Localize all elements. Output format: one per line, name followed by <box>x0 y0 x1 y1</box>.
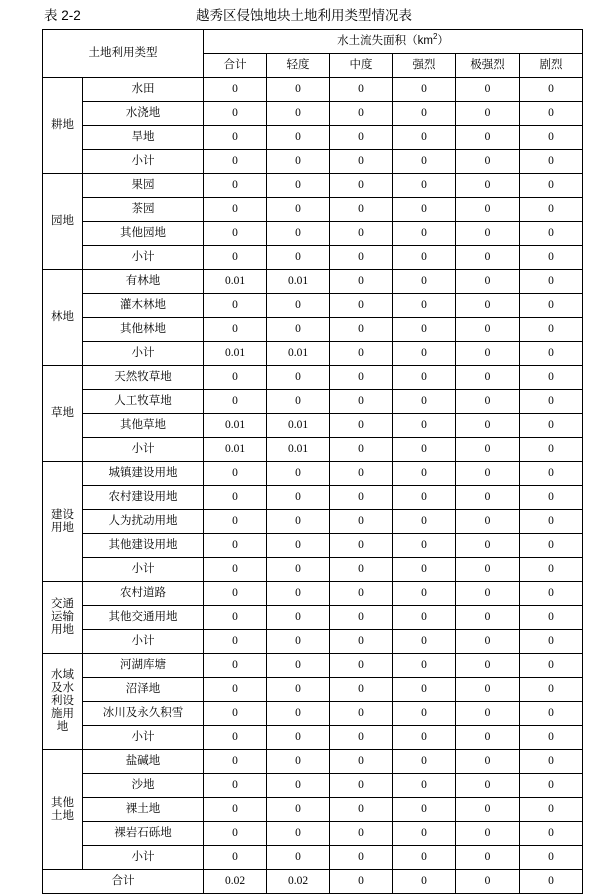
data-cell: 0 <box>520 126 583 150</box>
data-cell: 0 <box>456 774 520 798</box>
data-cell: 0 <box>393 702 456 726</box>
data-cell: 0 <box>330 678 393 702</box>
data-cell: 0 <box>456 342 520 366</box>
subcategory-label-cell: 水田 <box>83 78 204 102</box>
data-cell: 0 <box>393 678 456 702</box>
data-cell: 0 <box>393 78 456 102</box>
subcategory-label-cell: 其他林地 <box>83 318 204 342</box>
data-cell: 0 <box>520 222 583 246</box>
data-cell: 0.01 <box>267 438 330 462</box>
group-label-cell: 草地 <box>43 366 83 462</box>
data-cell: 0 <box>520 438 583 462</box>
data-cell: 0 <box>267 534 330 558</box>
data-cell: 0 <box>456 414 520 438</box>
data-cell: 0 <box>393 822 456 846</box>
group-label-cell: 林地 <box>43 270 83 366</box>
data-cell: 0 <box>393 366 456 390</box>
data-cell: 0 <box>393 798 456 822</box>
data-cell: 0 <box>204 510 267 534</box>
data-cell: 0 <box>520 774 583 798</box>
data-cell: 0 <box>393 534 456 558</box>
data-cell: 0 <box>393 294 456 318</box>
data-cell: 0 <box>330 846 393 870</box>
data-cell: 0 <box>267 198 330 222</box>
total-data-cell: 0 <box>330 870 393 894</box>
data-cell: 0 <box>520 366 583 390</box>
data-cell: 0 <box>393 750 456 774</box>
data-cell: 0 <box>456 702 520 726</box>
data-cell: 0 <box>267 150 330 174</box>
subcategory-label-cell: 裸岩石砾地 <box>83 822 204 846</box>
data-cell: 0 <box>267 558 330 582</box>
table-body <box>43 78 583 894</box>
group-label-cell: 耕地 <box>43 78 83 174</box>
header-col-moderate: 中度 <box>330 54 393 78</box>
data-cell: 0 <box>330 78 393 102</box>
data-cell: 0 <box>456 750 520 774</box>
data-cell: 0 <box>330 510 393 534</box>
data-cell: 0 <box>267 726 330 750</box>
data-cell: 0 <box>330 246 393 270</box>
data-cell: 0 <box>393 414 456 438</box>
table-row <box>43 294 583 318</box>
table-row <box>43 702 583 726</box>
subcategory-label-cell: 小计 <box>83 630 204 654</box>
data-cell: 0 <box>204 606 267 630</box>
data-cell: 0 <box>330 150 393 174</box>
subcategory-label-cell: 灌木林地 <box>83 294 204 318</box>
data-cell: 0 <box>456 102 520 126</box>
table-row <box>43 606 583 630</box>
data-cell: 0 <box>520 414 583 438</box>
data-cell: 0 <box>330 222 393 246</box>
header-col-total: 合计 <box>204 54 267 78</box>
header-erosion-area-tail: ） <box>437 35 449 48</box>
table-row <box>43 78 583 102</box>
subcategory-label-cell: 农村建设用地 <box>83 486 204 510</box>
table-row <box>43 462 583 486</box>
data-cell: 0 <box>520 462 583 486</box>
header-erosion-area <box>204 30 583 54</box>
total-label-cell: 合计 <box>43 870 204 894</box>
data-cell: 0 <box>204 726 267 750</box>
data-cell: 0 <box>456 270 520 294</box>
table-row <box>43 198 583 222</box>
data-cell: 0 <box>267 798 330 822</box>
data-cell: 0 <box>267 582 330 606</box>
data-cell: 0 <box>330 606 393 630</box>
data-cell: 0 <box>204 78 267 102</box>
table-caption <box>0 4 605 24</box>
data-cell: 0 <box>456 822 520 846</box>
total-data-cell: 0.02 <box>204 870 267 894</box>
data-cell: 0 <box>204 534 267 558</box>
data-cell: 0 <box>204 822 267 846</box>
data-cell: 0 <box>330 582 393 606</box>
data-cell: 0 <box>520 270 583 294</box>
group-label-cell: 水域 及水 利设 施用 地 <box>43 654 83 750</box>
data-cell: 0 <box>330 822 393 846</box>
data-cell: 0 <box>456 246 520 270</box>
data-cell: 0 <box>204 294 267 318</box>
data-cell: 0.01 <box>204 438 267 462</box>
data-cell: 0 <box>393 270 456 294</box>
data-cell: 0 <box>330 462 393 486</box>
data-cell: 0 <box>456 846 520 870</box>
data-cell: 0 <box>520 150 583 174</box>
data-cell: 0 <box>520 78 583 102</box>
subcategory-label-cell: 小计 <box>83 150 204 174</box>
table-row <box>43 438 583 462</box>
data-cell: 0 <box>456 198 520 222</box>
data-cell: 0 <box>267 174 330 198</box>
data-cell: 0 <box>204 846 267 870</box>
subcategory-label-cell: 沙地 <box>83 774 204 798</box>
data-cell: 0 <box>393 174 456 198</box>
data-cell: 0 <box>456 438 520 462</box>
data-cell: 0 <box>267 702 330 726</box>
data-cell: 0 <box>267 366 330 390</box>
data-cell: 0 <box>204 102 267 126</box>
data-cell: 0 <box>204 798 267 822</box>
table-row <box>43 342 583 366</box>
group-label-cell: 建设 用地 <box>43 462 83 582</box>
data-cell: 0 <box>267 486 330 510</box>
table-row <box>43 150 583 174</box>
data-cell: 0 <box>204 222 267 246</box>
data-cell: 0 <box>267 102 330 126</box>
group-label-cell: 园地 <box>43 174 83 270</box>
table-row <box>43 798 583 822</box>
data-cell: 0 <box>330 198 393 222</box>
data-cell: 0 <box>520 702 583 726</box>
table-row <box>43 174 583 198</box>
total-data-cell: 0 <box>393 870 456 894</box>
data-cell: 0 <box>330 486 393 510</box>
header-land-use-type: 土地利用类型 <box>43 30 204 78</box>
data-cell: 0 <box>330 630 393 654</box>
table-row <box>43 102 583 126</box>
data-cell: 0 <box>267 630 330 654</box>
data-cell: 0 <box>456 582 520 606</box>
data-cell: 0 <box>204 198 267 222</box>
data-cell: 0 <box>393 126 456 150</box>
data-cell: 0 <box>204 246 267 270</box>
data-cell: 0 <box>330 558 393 582</box>
total-data-cell: 0.02 <box>267 870 330 894</box>
data-cell: 0 <box>267 606 330 630</box>
data-cell: 0 <box>330 702 393 726</box>
data-cell: 0 <box>204 318 267 342</box>
data-cell: 0 <box>520 798 583 822</box>
subcategory-label-cell: 其他交通用地 <box>83 606 204 630</box>
table-row <box>43 534 583 558</box>
subcategory-label-cell: 其他草地 <box>83 414 204 438</box>
data-cell: 0 <box>204 582 267 606</box>
header-row-top <box>43 30 583 54</box>
table-row <box>43 726 583 750</box>
data-cell: 0 <box>456 510 520 534</box>
data-cell: 0 <box>267 750 330 774</box>
data-cell: 0 <box>267 510 330 534</box>
data-cell: 0 <box>267 390 330 414</box>
table-number: 表 2-2 <box>44 8 81 23</box>
total-data-cell: 0 <box>456 870 520 894</box>
data-cell: 0 <box>393 510 456 534</box>
data-cell: 0 <box>267 126 330 150</box>
data-cell: 0 <box>520 198 583 222</box>
subcategory-label-cell: 盐碱地 <box>83 750 204 774</box>
data-cell: 0 <box>393 198 456 222</box>
table-row <box>43 510 583 534</box>
data-cell: 0 <box>456 534 520 558</box>
data-cell: 0 <box>267 846 330 870</box>
data-cell: 0 <box>204 462 267 486</box>
table-row <box>43 750 583 774</box>
subcategory-label-cell: 水浇地 <box>83 102 204 126</box>
data-cell: 0 <box>393 606 456 630</box>
data-cell: 0 <box>456 462 520 486</box>
subcategory-label-cell: 冰川及永久积雪 <box>83 702 204 726</box>
data-cell: 0.01 <box>204 342 267 366</box>
subcategory-label-cell: 茶园 <box>83 198 204 222</box>
data-cell: 0 <box>456 606 520 630</box>
table-row <box>43 774 583 798</box>
table-row <box>43 678 583 702</box>
land-use-erosion-table <box>42 29 583 894</box>
table-head <box>43 30 583 78</box>
data-cell: 0 <box>520 102 583 126</box>
data-cell: 0 <box>520 726 583 750</box>
subcategory-label-cell: 城镇建设用地 <box>83 462 204 486</box>
subcategory-label-cell: 人工牧草地 <box>83 390 204 414</box>
data-cell: 0 <box>267 822 330 846</box>
data-cell: 0 <box>267 774 330 798</box>
data-cell: 0 <box>330 318 393 342</box>
table-row <box>43 318 583 342</box>
data-cell: 0 <box>204 366 267 390</box>
data-cell: 0 <box>330 342 393 366</box>
data-cell: 0 <box>204 702 267 726</box>
subcategory-label-cell: 小计 <box>83 438 204 462</box>
data-cell: 0 <box>456 78 520 102</box>
data-cell: 0 <box>393 558 456 582</box>
subcategory-label-cell: 小计 <box>83 726 204 750</box>
data-cell: 0 <box>393 774 456 798</box>
table-row <box>43 390 583 414</box>
data-cell: 0 <box>393 222 456 246</box>
data-cell: 0 <box>393 102 456 126</box>
data-cell: 0.01 <box>204 414 267 438</box>
table-row <box>43 654 583 678</box>
data-cell: 0 <box>330 774 393 798</box>
data-cell: 0 <box>330 390 393 414</box>
data-cell: 0 <box>456 222 520 246</box>
header-col-severe: 强烈 <box>393 54 456 78</box>
table-row <box>43 246 583 270</box>
data-cell: 0 <box>204 150 267 174</box>
group-label-cell: 其他 土地 <box>43 750 83 870</box>
table-row <box>43 126 583 150</box>
data-cell: 0 <box>456 726 520 750</box>
table-row <box>43 366 583 390</box>
data-cell: 0 <box>267 318 330 342</box>
table-row <box>43 822 583 846</box>
header-col-extreme: 剧烈 <box>520 54 583 78</box>
data-cell: 0 <box>520 318 583 342</box>
data-cell: 0 <box>393 582 456 606</box>
data-cell: 0 <box>520 246 583 270</box>
data-cell: 0 <box>520 846 583 870</box>
table-row <box>43 630 583 654</box>
data-cell: 0 <box>204 630 267 654</box>
subcategory-label-cell: 裸土地 <box>83 798 204 822</box>
data-cell: 0 <box>393 390 456 414</box>
data-cell: 0 <box>520 390 583 414</box>
data-cell: 0 <box>456 678 520 702</box>
data-cell: 0 <box>520 654 583 678</box>
data-cell: 0 <box>330 102 393 126</box>
data-cell: 0 <box>204 126 267 150</box>
data-cell: 0.01 <box>267 270 330 294</box>
data-cell: 0 <box>330 174 393 198</box>
table-row <box>43 414 583 438</box>
data-cell: 0 <box>520 630 583 654</box>
data-cell: 0 <box>520 486 583 510</box>
data-cell: 0 <box>520 174 583 198</box>
data-cell: 0 <box>267 222 330 246</box>
data-cell: 0 <box>204 750 267 774</box>
data-cell: 0 <box>393 246 456 270</box>
data-cell: 0 <box>393 846 456 870</box>
subcategory-label-cell: 其他建设用地 <box>83 534 204 558</box>
land-use-table-container <box>42 29 579 894</box>
data-cell: 0 <box>456 366 520 390</box>
data-cell: 0 <box>267 78 330 102</box>
data-cell: 0 <box>456 126 520 150</box>
data-cell: 0 <box>520 558 583 582</box>
data-cell: 0 <box>204 774 267 798</box>
data-cell: 0 <box>520 510 583 534</box>
data-cell: 0 <box>393 726 456 750</box>
subcategory-label-cell: 果园 <box>83 174 204 198</box>
subcategory-label-cell: 河湖库塘 <box>83 654 204 678</box>
data-cell: 0 <box>456 558 520 582</box>
table-row <box>43 846 583 870</box>
data-cell: 0 <box>330 750 393 774</box>
data-cell: 0 <box>393 462 456 486</box>
data-cell: 0 <box>204 678 267 702</box>
subcategory-label-cell: 沼泽地 <box>83 678 204 702</box>
data-cell: 0 <box>267 462 330 486</box>
data-cell: 0 <box>393 318 456 342</box>
group-label-cell: 交通 运输 用地 <box>43 582 83 654</box>
data-cell: 0 <box>520 582 583 606</box>
data-cell: 0 <box>393 342 456 366</box>
total-data-cell: 0 <box>520 870 583 894</box>
data-cell: 0 <box>204 654 267 678</box>
subcategory-label-cell: 小计 <box>83 342 204 366</box>
data-cell: 0 <box>330 414 393 438</box>
data-cell: 0 <box>520 294 583 318</box>
data-cell: 0 <box>330 126 393 150</box>
header-col-very-severe: 极强烈 <box>456 54 520 78</box>
data-cell: 0 <box>456 294 520 318</box>
data-cell: 0 <box>330 438 393 462</box>
table-row <box>43 582 583 606</box>
total-row <box>43 870 583 894</box>
data-cell: 0 <box>456 654 520 678</box>
data-cell: 0 <box>267 654 330 678</box>
data-cell: 0 <box>456 390 520 414</box>
data-cell: 0 <box>330 726 393 750</box>
data-cell: 0 <box>330 270 393 294</box>
data-cell: 0 <box>520 606 583 630</box>
data-cell: 0 <box>267 678 330 702</box>
data-cell: 0 <box>393 438 456 462</box>
data-cell: 0 <box>204 390 267 414</box>
header-col-slight: 轻度 <box>267 54 330 78</box>
data-cell: 0 <box>393 630 456 654</box>
data-cell: 0 <box>520 342 583 366</box>
data-cell: 0 <box>204 558 267 582</box>
header-erosion-area-text: 水土流失面积（km <box>337 35 433 48</box>
data-cell: 0 <box>330 366 393 390</box>
subcategory-label-cell: 农村道路 <box>83 582 204 606</box>
subcategory-label-cell: 小计 <box>83 846 204 870</box>
table-row <box>43 222 583 246</box>
data-cell: 0 <box>456 798 520 822</box>
data-cell: 0 <box>456 150 520 174</box>
data-cell: 0 <box>456 486 520 510</box>
table-row <box>43 558 583 582</box>
data-cell: 0 <box>520 822 583 846</box>
header-unit-superscript: 2 <box>432 32 438 42</box>
data-cell: 0 <box>393 486 456 510</box>
data-cell: 0 <box>520 678 583 702</box>
data-cell: 0 <box>393 654 456 678</box>
data-cell: 0.01 <box>267 342 330 366</box>
data-cell: 0 <box>456 318 520 342</box>
data-cell: 0 <box>393 150 456 174</box>
data-cell: 0 <box>520 534 583 558</box>
subcategory-label-cell: 小计 <box>83 558 204 582</box>
data-cell: 0 <box>520 750 583 774</box>
data-cell: 0 <box>456 174 520 198</box>
data-cell: 0 <box>204 174 267 198</box>
data-cell: 0 <box>330 294 393 318</box>
subcategory-label-cell: 小计 <box>83 246 204 270</box>
subcategory-label-cell: 其他园地 <box>83 222 204 246</box>
subcategory-label-cell: 天然牧草地 <box>83 366 204 390</box>
data-cell: 0 <box>330 654 393 678</box>
table-row <box>43 486 583 510</box>
data-cell: 0 <box>330 798 393 822</box>
table-row <box>43 270 583 294</box>
data-cell: 0.01 <box>267 414 330 438</box>
subcategory-label-cell: 旱地 <box>83 126 204 150</box>
subcategory-label-cell: 人为扰动用地 <box>83 510 204 534</box>
subcategory-label-cell: 有林地 <box>83 270 204 294</box>
data-cell: 0.01 <box>204 270 267 294</box>
data-cell: 0 <box>267 246 330 270</box>
table-title: 越秀区侵蚀地块土地利用类型情况表 <box>196 8 412 23</box>
data-cell: 0 <box>330 534 393 558</box>
data-cell: 0 <box>204 486 267 510</box>
data-cell: 0 <box>456 630 520 654</box>
data-cell: 0 <box>267 294 330 318</box>
